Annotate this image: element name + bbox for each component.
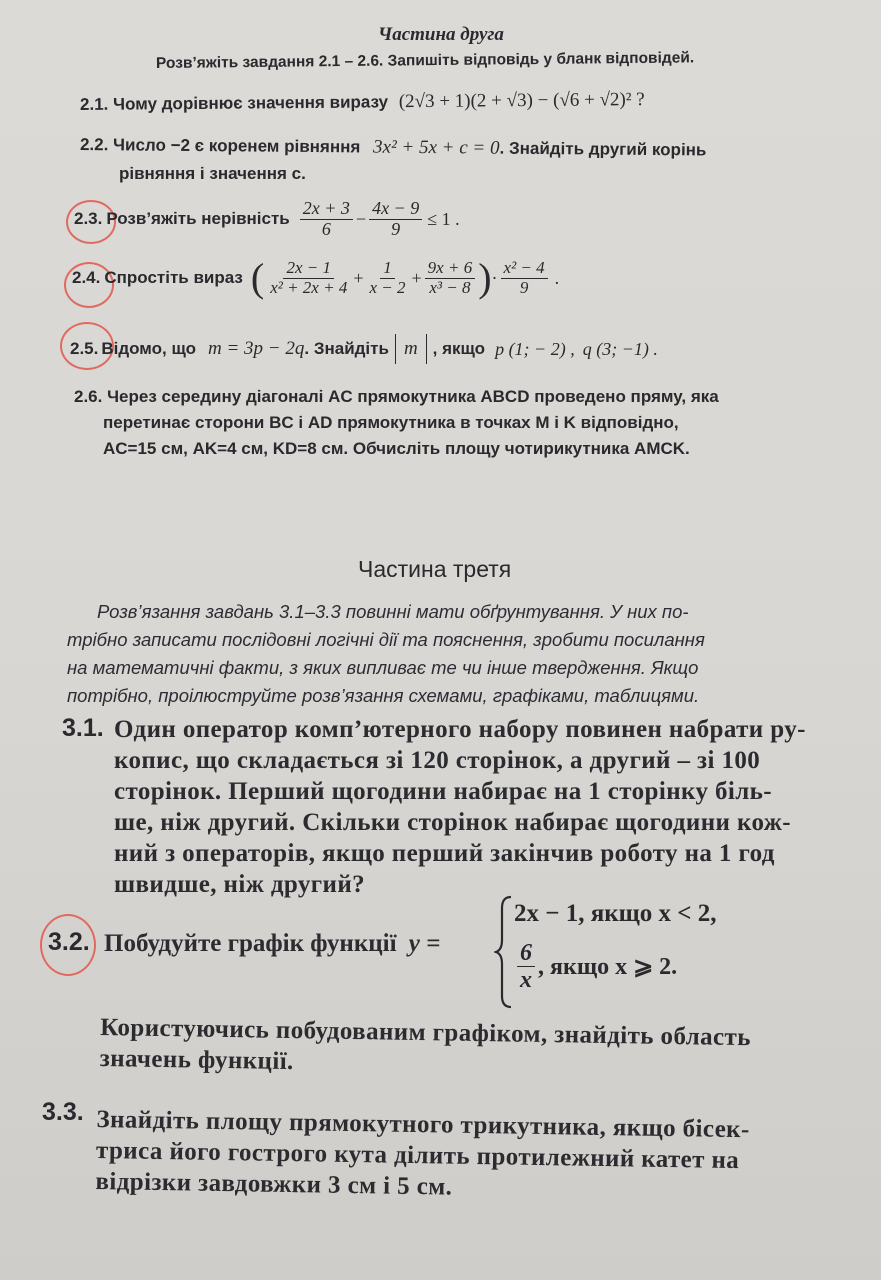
piecewise-brace (494, 894, 514, 1010)
task-number: 2.5. (70, 339, 99, 358)
task-text: Спростіть вираз (104, 268, 243, 287)
fraction-6-over-x: $\frac{6}{x}$ (517, 940, 535, 994)
task-2-3: 2.3. Розв’яжіть нерівність $\frac{2x + 3}{6}$ − $\frac{4x - 9}{9}$ ≤ 1 . (74, 198, 460, 239)
task-text-2: . Знайдіть (304, 339, 389, 358)
fraction-d: $\frac{\text{x² − 4}}{9}$ (501, 259, 548, 297)
task-3-1-number: 3.1. (62, 714, 104, 742)
piecewise-case-2: $\frac{6}{x}$ , якщо x ⩾ 2. (514, 940, 677, 994)
fraction-a: $\frac{2x - 1}{\text{x² + 2x + 4}}$ (270, 257, 348, 297)
task-number: 2.3. (74, 209, 103, 229)
task-text-2: . Знайдіть другий корінь (499, 138, 707, 160)
part2-instruction: Розв’яжіть завдання 2.1 – 2.6. Запишіть відповідь у бланк відповідей. (155, 49, 695, 72)
task-2-6: 2.6. Через середину діагоналі AC прямокутника ABCD проведено пряму, яка перетинає сторони BC і AD прямокутника в точках M і K відповідно, AC=15 см, AK=4 см, KD=8 см. Обчисліть площу чотирикутника AMCK. (74, 387, 719, 458)
task-2-4: 2.4. Спростіть вираз ( $\frac{2x - 1}{\text{x² + 2x + 4}}$ + $\frac{1}{x - 2}$ + $\frac{9x + 6}{\text{x³ − 8}}$ ) · $\frac{\text{x² − 4}}{9}$ . (72, 255, 560, 300)
vector-equation: m = 3p − 2q (208, 338, 305, 359)
task-3-2-continuation: Користуючись побудованим графіком, знайдіть область значень функції. (99, 1014, 752, 1076)
task-number: 2.4. (72, 268, 101, 287)
part3-intro: Розв’язання завдань 3.1–3.3 повинні мати обґрунтування. У них по- трібно записати послідовні логічні дії та пояснення, зробити посилання на математичні факти, з яких випливає те чи інше твердження. Якщо потрібно, проілюструйте розв’язання схемами, графіками, таблицями. (67, 601, 705, 706)
vector-p: p (1; − 2) , (495, 338, 575, 359)
fraction-c: $\frac{9x + 6}{\text{x³ − 8}}$ (425, 259, 476, 297)
task-3-3-number: 3.3. (42, 1098, 84, 1126)
task-2-2-line2: рівняння і значення c. (119, 164, 306, 183)
task-3-3: Знайдіть площу прямокутного трикутника, якщо бісек- триса його гострого кута ділить протилежний катет на відрізки завдовжки 3 см і 5 см. (95, 1106, 750, 1201)
task-2-5 (70, 334, 658, 364)
task-text: Відомо, що (101, 339, 196, 358)
task-3-2-text: Побудуйте графік функції y = (104, 930, 441, 957)
fraction-b: $\frac{1}{x - 2}$ (369, 257, 406, 297)
fraction-1: $\frac{2x + 3}{6}$ (300, 199, 353, 240)
task-expression: 3x² + 5x + c = 0 (372, 136, 500, 159)
piecewise-case-1: 2x − 1, якщо x < 2, (514, 900, 717, 927)
task-3-2-number: 3.2. (48, 928, 90, 956)
fraction-2: $\frac{4x - 9}{9}$ (369, 199, 422, 240)
task-text: Чому дорівнює значення виразу (113, 92, 389, 114)
task-text-3: , якщо (432, 339, 486, 358)
task-3-1: Один оператор комп’ютерного набору повинен набрати ру- копис, що складається зі 120 сторінок, а другий – зі 100 сторінок. Перший щогодини набирає на 1 сторінку біль- ше, ніж другий. Скільки сторінок набирає щогодини кож- ний з операторів, якщо перший закінчив роботу на 1 год швидше, ніж другий? (114, 716, 806, 898)
task-number: 2.2. (79, 135, 109, 155)
task-number: 2.6. (74, 387, 103, 406)
task-2-2 (80, 134, 707, 161)
part3-title: Частина третя (358, 556, 512, 582)
function-name: y = (408, 930, 441, 957)
vector-magnitude: m (395, 334, 427, 364)
task-text: Розв’яжіть нерівність (106, 209, 290, 229)
task-number: 2.1. (79, 94, 109, 114)
vector-q: q (3; −1) . (582, 338, 658, 359)
part2-title: Частина друга (378, 24, 504, 45)
task-2-1 (80, 89, 645, 116)
task-expression: (2√3 + 1)(2 + √3) − (√6 + √2)² ? (398, 89, 645, 113)
task-text: Число −2 є коренем рівняння (113, 135, 361, 157)
